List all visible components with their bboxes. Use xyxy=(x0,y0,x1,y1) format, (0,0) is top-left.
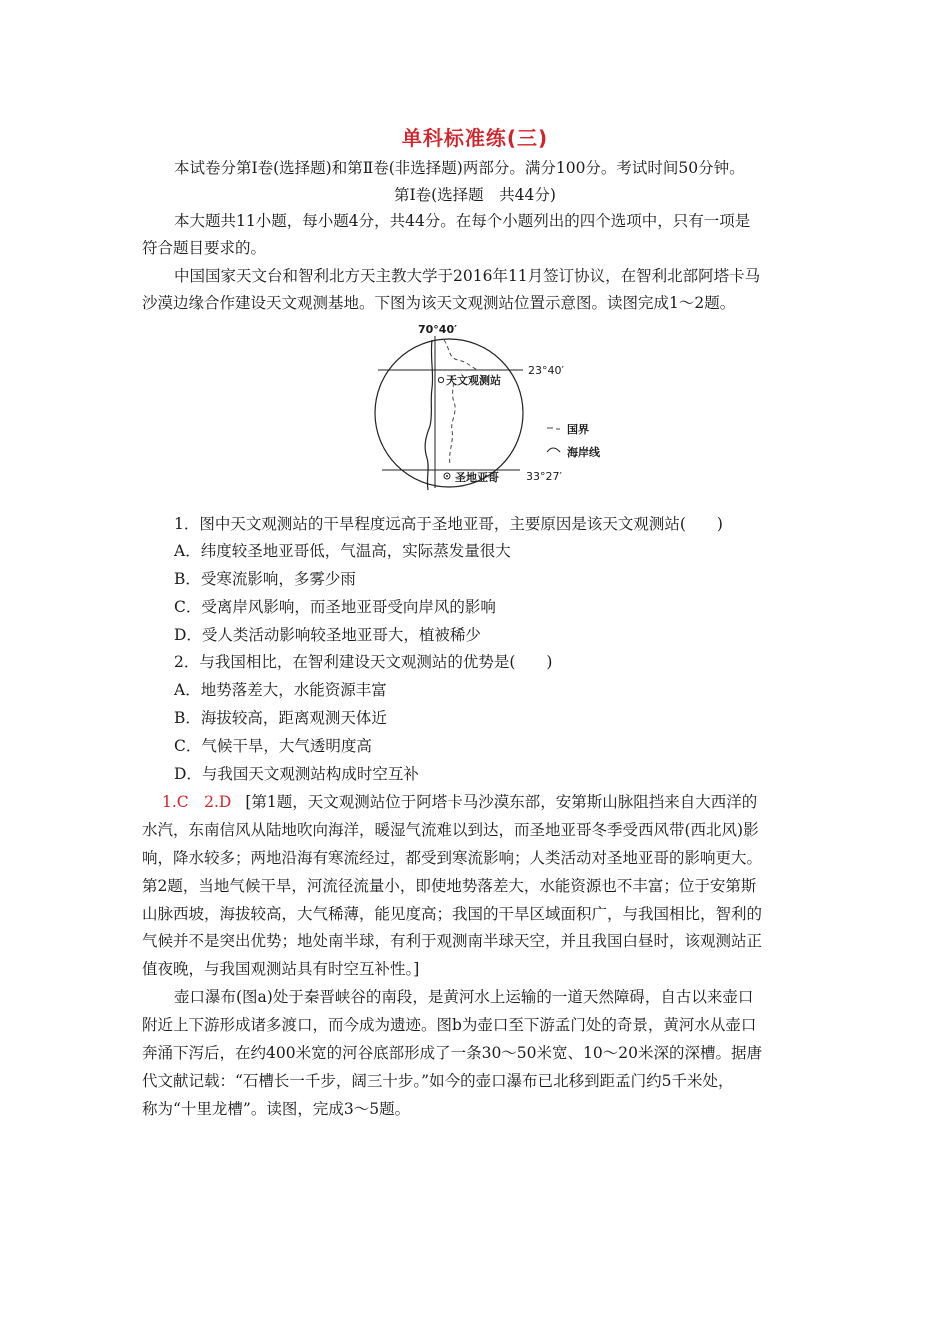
station-marker xyxy=(438,377,443,382)
legend-coast-label: 海岸线 xyxy=(567,446,600,459)
instructions-line: 本大题共11小题，每小题4分，共44分。在每个小题列出的四个选项中，只有一项是 xyxy=(174,212,751,230)
passage-line: 沙漠边缘合作建设天文观测基地。下图为该天文观测站位置示意图。读图完成1～2题。 xyxy=(142,294,736,312)
station-location-map xyxy=(360,318,620,508)
question-1-stem: 1．图中天文观测站的干旱程度远高于圣地亚哥，主要原因是该天文观测站( ) xyxy=(174,515,723,533)
answer-line: 第2题，当地气候干旱，河流径流量小，即使地势落差大，水能资源也不丰富；位于安第斯 xyxy=(142,877,757,895)
passage-line: 中国国家天文台和智利北方天主教大学于2016年11月签订协议，在智利北部阿塔卡马 xyxy=(174,267,761,285)
station-label: 天文观测站 xyxy=(446,374,501,387)
national-border xyxy=(444,340,478,464)
question-2-option-a: A．地势落差大，水能资源丰富 xyxy=(174,681,387,699)
longitude-label: 70°40′ xyxy=(418,323,458,336)
answer-line: 山脉西坡，海拔较高，大气稀薄，能见度高；我国的干旱区域面积广，与我国相比，智利的 xyxy=(142,905,763,923)
legend-border-label: 国界 xyxy=(567,423,589,436)
instructions-line: 符合题目要求的。 xyxy=(142,239,267,257)
answer-line: 水汽，东南信风从陆地吹向海洋，暖湿气流难以到达，而圣地亚哥冬季受西风带(西北风)影 xyxy=(142,821,759,839)
legend-coast-symbol xyxy=(547,448,560,452)
answer-line: 气候并不是突出优势；地处南半球，有利于观测南半球天空，并且我国白昼时，该观测站正 xyxy=(142,932,763,950)
latitude-bottom-label: 33°27′ xyxy=(526,470,562,483)
passage-2-line: 壶口瀑布(图a)处于秦晋峡谷的南段，是黄河水上运输的一道天然障碍，自古以来壶口 xyxy=(174,988,754,1006)
answer-key: 1.C 2.D xyxy=(162,793,232,811)
question-1-option-d: D．受人类活动影响较圣地亚哥大，植被稀少 xyxy=(174,626,481,644)
question-1-option-b: B．受寒流影响，多雾少雨 xyxy=(174,570,356,588)
question-2-option-c: C．气候干旱，大气透明度高 xyxy=(174,737,372,755)
map-circle-frame xyxy=(375,339,523,487)
answer-text: [第1题，天文观测站位于阿塔卡马沙漠东部，安第斯山脉阻挡来自大西洋的 xyxy=(245,793,758,811)
question-2-option-d: D．与我国天文观测站构成时空互补 xyxy=(174,765,419,783)
question-2-option-b: B．海拔较高，距离观测天体近 xyxy=(174,709,387,727)
latitude-top-label: 23°40′ xyxy=(528,364,564,377)
passage-2-line: 代文献记载：“石槽长一千步，阔三十步。”如今的壶口瀑布已北移到距孟门约5千米处， xyxy=(142,1072,734,1090)
answer-block-first-line xyxy=(162,792,757,812)
question-2-stem: 2．与我国相比，在智利建设天文观测站的优势是( ) xyxy=(174,653,553,671)
answer-line: 值夜晚，与我国观测站具有时空互补性。] xyxy=(142,960,420,978)
coastline xyxy=(425,340,432,490)
passage-2-line: 称为“十里龙槽”。读图，完成3～5题。 xyxy=(142,1100,411,1118)
passage-2-line: 附近上下游形成诸多渡口，而今成为遗迹。图b为壶口至下游孟门处的奇景，黄河水从壶口 xyxy=(142,1016,757,1034)
question-1-option-c: C．受离岸风影响，而圣地亚哥受向岸风的影响 xyxy=(174,598,496,616)
page-title: 单科标准练(三) xyxy=(401,126,549,150)
answer-line: 响，降水较多；两地沿海有寒流经过，都受到寒流影响；人类活动对圣地亚哥的影响更大。 xyxy=(142,849,763,867)
exam-intro: 本试卷分第Ⅰ卷(选择题)和第Ⅱ卷(非选择题)两部分。满分100分。考试时间50分钟。 xyxy=(174,159,745,177)
passage-2-line: 奔涌下泻后，在约400米宽的河谷底部形成了一条30～50米宽、10～20米深的深槽。据唐 xyxy=(142,1044,762,1062)
section-heading: 第Ⅰ卷(选择题 共44分) xyxy=(394,186,556,204)
santiago-label: 圣地亚哥 xyxy=(455,471,499,484)
question-1-option-a: A．纬度较圣地亚哥低，气温高，实际蒸发量很大 xyxy=(174,542,511,560)
